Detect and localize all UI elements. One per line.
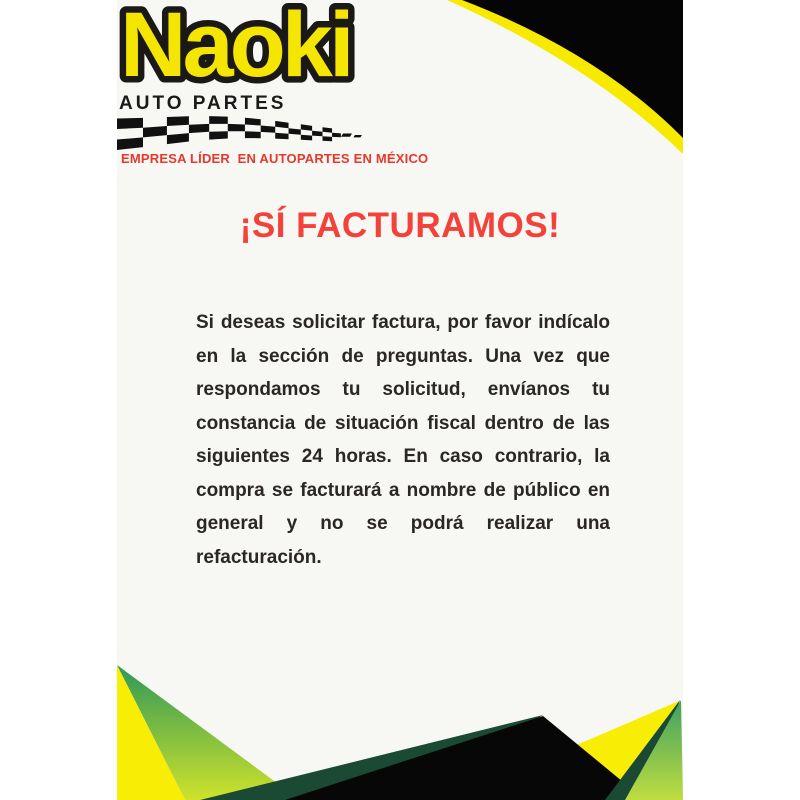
top-right-corner-decoration (443, 0, 683, 180)
logo-subtitle: AUTO PARTES (119, 93, 287, 114)
page-title: ¡SÍ FACTURAMOS! (239, 206, 561, 245)
brand-tagline: EMPRESA LÍDER EN AUTOPARTES EN MÉXICO (121, 151, 429, 166)
flyer-page (117, 0, 683, 800)
naoki-logo (117, 0, 373, 96)
checkered-flag-icon (117, 112, 367, 154)
bottom-black-mountain (285, 716, 645, 800)
logo-text: Naoki (120, 0, 351, 96)
invoice-paragraph: Si deseas solicitar factura, por favor indícalo en la sección de preguntas. Una vez que respondamos tu solicitud, envíanos tu constancia de situación fiscal dentro de las siguientes 24 horas. En caso contrario, la compra se facturará a nombre de público en general y no se podrá realizar una refacturación. (196, 312, 610, 568)
